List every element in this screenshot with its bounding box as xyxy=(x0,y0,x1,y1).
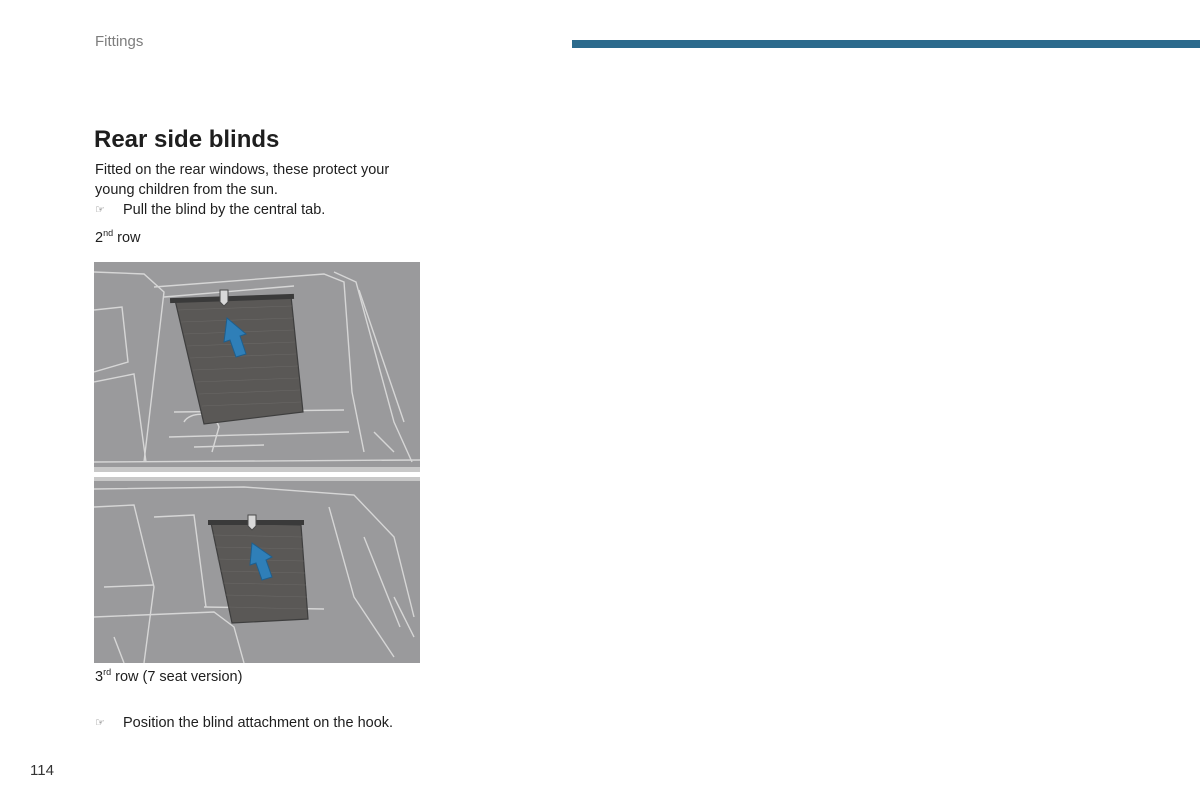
caption-ordinal-suffix: nd xyxy=(103,228,114,238)
caption-text: row (7 seat version) xyxy=(111,669,243,685)
section-label: Fittings xyxy=(95,33,144,50)
illustration-third-row-blind xyxy=(94,477,420,663)
step-text: Position the blind attachment on the hook. xyxy=(123,715,394,731)
caption-text: row xyxy=(113,230,141,246)
caption-third-row xyxy=(95,668,242,686)
instruction-step-pull xyxy=(95,200,325,220)
pointing-hand-icon: ☞ xyxy=(95,717,105,729)
caption-ordinal: 3 xyxy=(95,669,104,685)
header-accent-bar xyxy=(572,40,1200,48)
caption-second-row xyxy=(95,229,141,247)
instruction-step-attach xyxy=(95,713,393,733)
step-text: Pull the blind by the central tab. xyxy=(123,202,326,218)
caption-ordinal-suffix: rd xyxy=(103,667,112,677)
intro-text: Fitted on the rear windows, these protect your young children from the sun. xyxy=(95,162,390,198)
page-title: Rear side blinds xyxy=(94,126,280,153)
caption-ordinal: 2 xyxy=(95,230,104,246)
page-number: 114 xyxy=(30,762,54,779)
illustration-second-row-blind xyxy=(94,262,420,472)
pointing-hand-icon: ☞ xyxy=(95,204,105,216)
